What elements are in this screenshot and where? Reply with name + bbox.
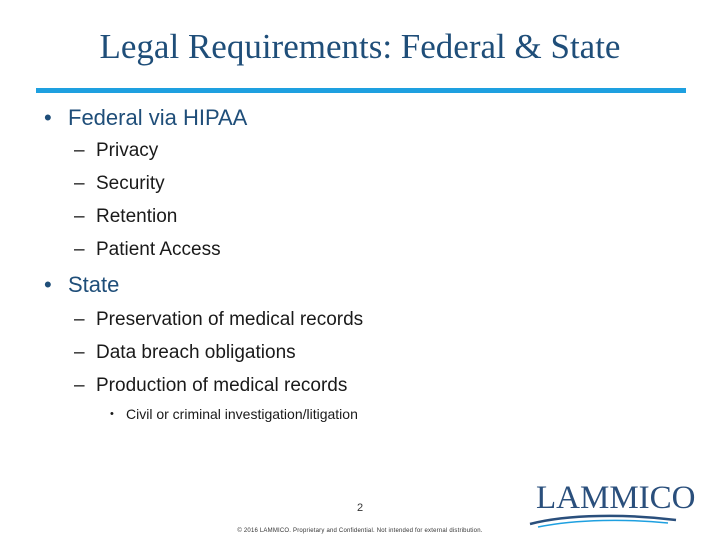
sub-bullet-text: Preservation of medical records	[96, 309, 364, 330]
bullet-federal-text: Federal via HIPAA	[68, 105, 248, 130]
sub-bullet-text: Retention	[96, 206, 178, 227]
logo-text: LAMMICO	[536, 480, 696, 516]
sub-bullet-text: Privacy	[96, 140, 159, 161]
footer-disclaimer: © 2016 LAMMICO. Proprietary and Confidential. Not intended for external distribution.	[237, 528, 483, 534]
bullet-dot: •	[44, 272, 52, 297]
sub-bullet-text: Production of medical records	[96, 375, 348, 396]
sub-bullet-text: Security	[96, 173, 165, 194]
sub-sub-bullet-text: Civil or criminal investigation/litigation	[126, 406, 358, 422]
page-number: 2	[356, 502, 364, 514]
slide-title: Legal Requirements: Federal & State	[99, 27, 621, 66]
sub-bullet-text: Data breach obligations	[96, 342, 296, 363]
sub-bullet-text: Patient Access	[96, 239, 221, 260]
slide-content: • Federal via HIPAA – Privacy – Security – Retention – Patient Access • State – Preservation of medical records – Data breach obligations – Production of medical records • Civil or criminal investigation/litigation	[44, 105, 364, 422]
logo-swoosh-icon	[528, 510, 678, 530]
bullet-state-text: State	[68, 272, 120, 297]
lammico-logo	[536, 480, 696, 516]
bullet-dot: •	[44, 105, 52, 130]
